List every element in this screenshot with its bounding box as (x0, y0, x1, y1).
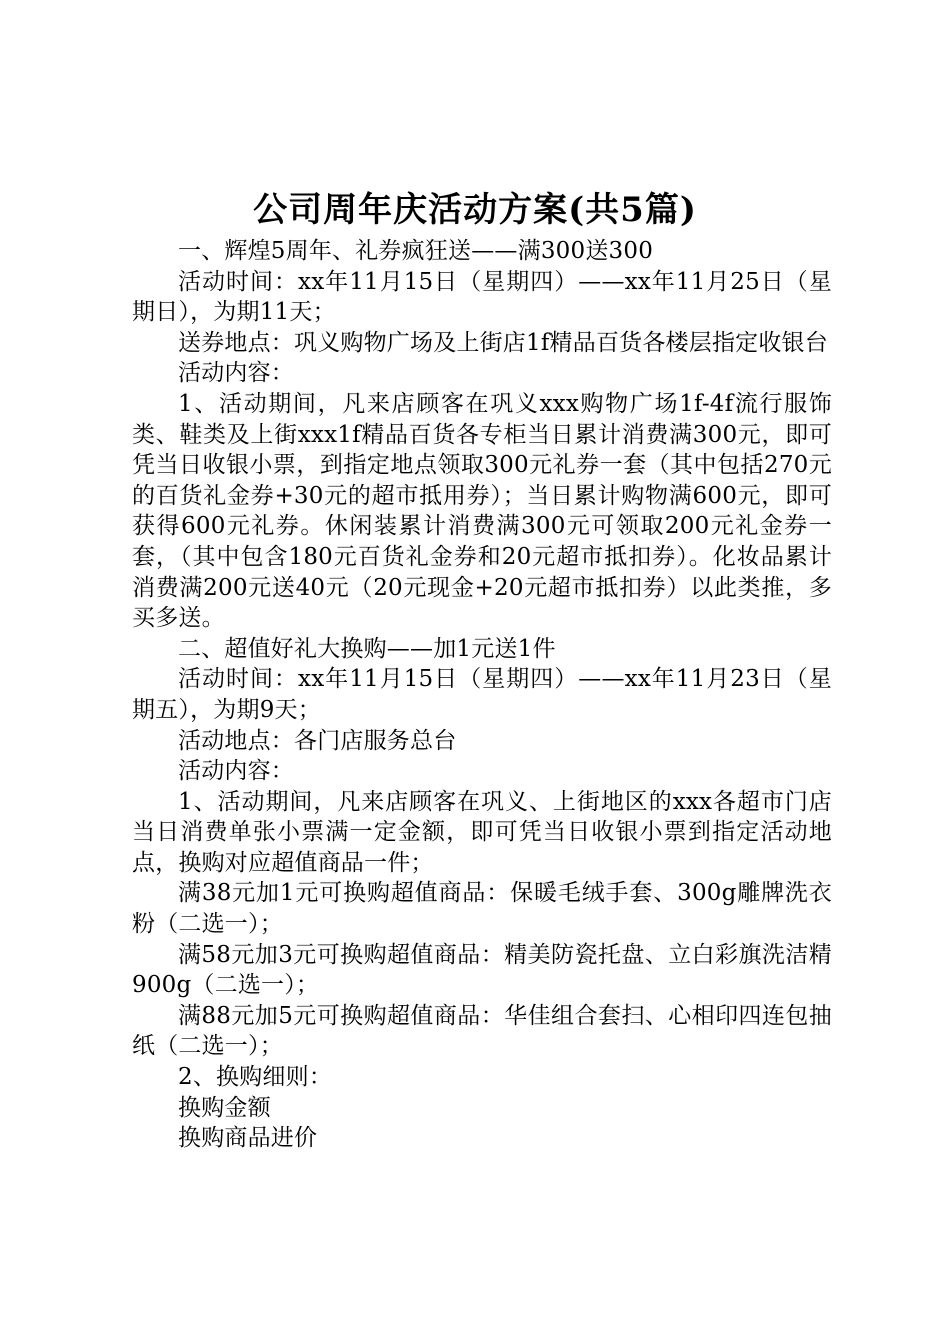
document-title: 公司周年庆活动方案(共5篇) (253, 190, 697, 230)
paragraph-activity-content-label-2: 活动内容： (178, 758, 294, 785)
paragraph-exchange-tier-58: 满58元加3元可换购超值商品：精美防瓷托盘、立白彩旗洗洁精900g（二选一）； (132, 941, 832, 999)
paragraph-activity-detail-1: 1、活动期间，凡来店顾客在巩义xxx购物广场1f-4f流行服饰类、鞋类及上街xxx1f精品百货各专柜当日累计消费满300元，即可凭当日收银小票，到指定地点领取300元礼券一套（其中包括270元的百货礼金券+30元的超市抵用券）；当日累计购物满600元，即可获得600元礼券。休闲装累计消费满300元可领取200元礼金券一套，（其中包含180元百货礼金券和20元超市抵扣券）。化妆品累计消费满200元送40元（20元现金+20元超市抵扣券）以此类推，多买多送。 (132, 390, 832, 632)
paragraph-activity-location: 活动地点：各门店服务总台 (178, 727, 457, 754)
paragraph-exchange-tier-38: 满38元加1元可换购超值商品：保暖毛绒手套、300g雕牌洗衣粉（二选一）； (132, 880, 832, 938)
paragraph-activity-detail-2: 1、活动期间，凡来店顾客在巩义、上街地区的xxx各超市门店当日消费单张小票满一定金额，即可凭当日收银小票到指定活动地点，换购对应超值商品一件； (132, 788, 832, 876)
paragraph-coupon-location: 送券地点：巩义购物广场及上街店1f精品百货各楼层指定收银台 (178, 329, 828, 356)
document-body (132, 236, 832, 1154)
paragraph-exchange-tier-88: 满88元加5元可换购超值商品：华佳组合套扫、心相印四连包抽纸（二选一）； (132, 1002, 832, 1060)
section-heading-1: 一、辉煌5周年、礼券疯狂送——满300送300 (178, 238, 654, 264)
paragraph-activity-content-label-1: 活动内容： (178, 360, 294, 387)
paragraph-activity-time-1: 活动时间：xx年11月15日（星期四）——xx年11月25日（星期日），为期11天； (132, 268, 832, 326)
paragraph-exchange-item-cost: 换购商品进价 (178, 1125, 318, 1152)
paragraph-exchange-amount: 换购金额 (178, 1094, 271, 1121)
paragraph-exchange-rules-label: 2、换购细则： (178, 1064, 333, 1091)
section-heading-2: 二、超值好礼大换购——加1元送1件 (178, 635, 556, 662)
paragraph-activity-time-2: 活动时间：xx年11月15日（星期四）——xx年11月23日（星期五），为期9天； (132, 666, 832, 723)
